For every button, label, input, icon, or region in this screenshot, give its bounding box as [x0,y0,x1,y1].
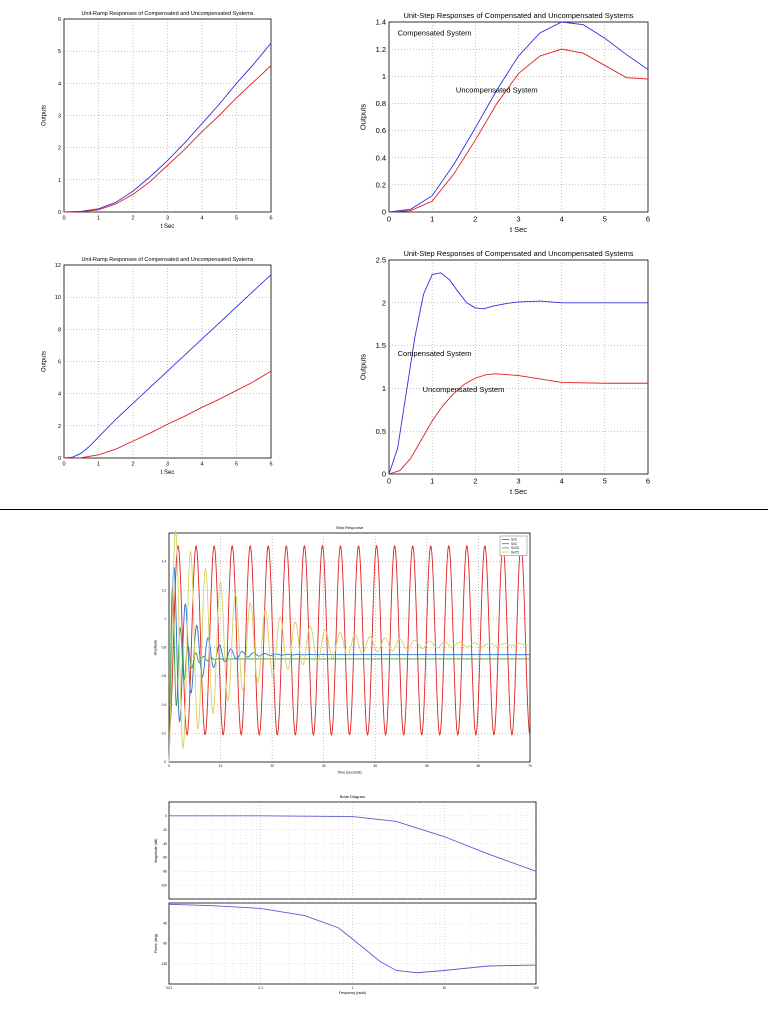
plot-area [389,260,648,474]
x-tick-label: 2 [131,461,135,468]
y-tick-label: 1.2 [375,44,386,54]
x-tick-label: 6 [645,476,651,486]
y-axis-label: Outputs [358,353,368,381]
x-tick-label: 0 [386,476,392,486]
x-tick-label: 4 [200,461,204,468]
phase-axis-label: Phase (deg) [154,933,158,954]
x-tick-label: 60 [476,764,481,769]
y-axis-label: Outputs [41,350,48,373]
x-tick-label: 1 [430,476,435,486]
x-tick-label: 3 [516,476,521,486]
x-tick-label: 3 [516,214,521,224]
x-tick-label: 5 [602,476,607,486]
bode-chart [169,802,536,984]
x-tick-label: 0 [386,214,392,224]
x-tick-label: 1 [430,214,435,224]
annotation-label: Uncompensated System [455,85,538,95]
x-axis-label: t Sec [160,224,175,230]
y-tick-label: 1.5 [375,341,386,351]
chart-2 [389,22,648,212]
annotation-label: Uncompensated System [422,384,505,394]
x-tick-label: 4 [559,214,564,224]
annotation-label: Compensated System [397,28,472,38]
y-tick-label: 3 [57,113,61,120]
y-tick-label: 5 [57,49,61,56]
y-tick-label: 2.5 [375,255,386,265]
x-tick-label: 2 [131,215,135,222]
y-tick-label: 6 [57,16,61,23]
legend-label: SvC5 [511,550,519,555]
x-tick-label: 6 [269,215,273,222]
y-axis-label: Outputs [41,104,48,127]
x-tick-label: 10 [218,764,223,769]
y-axis-label: Outputs [358,103,368,131]
chart-title: Unit-Step Responses of Compensated and Uncompensated Systems [403,11,634,20]
y-tick-label: 0 [57,455,61,462]
chart-4 [389,260,648,474]
x-tick-label: 4 [559,476,564,486]
y-tick-label: 1 [381,71,386,81]
y-tick-label: 1 [57,177,61,184]
legend-label: SvC [511,537,518,542]
chart-5 [169,530,530,762]
x-tick-label: 100 [533,986,539,990]
y-tick-label: -60 [162,855,167,860]
y-tick-label: 0.4 [375,153,386,163]
x-tick-label: 6 [645,214,651,224]
y-tick-label: 0 [165,814,167,819]
y-tick-label: -100 [160,883,167,888]
x-tick-label: 5 [234,215,239,222]
plot-area [389,22,648,212]
chart-title: Unit-Ramp Responses of Compensated and Uncompensated Systems [81,11,254,17]
annotation-label: Compensated System [397,348,472,358]
x-tick-label: 1 [96,215,101,222]
x-axis-label: Frequency (rad/s) [338,991,367,995]
y-tick-label: 2 [57,145,61,152]
y-tick-label: -90 [162,941,167,946]
section-divider [0,509,768,510]
x-axis-label: t Sec [509,487,528,496]
chart-title: Unit-Ramp Responses of Compensated and Uncompensated Systems [81,257,254,263]
y-tick-label: -80 [162,869,167,874]
x-axis-label: t Sec [160,470,175,476]
y-tick-label: -45 [162,921,167,926]
y-tick-label: 0.2 [375,180,386,190]
y-tick-label: 0 [381,469,386,479]
x-tick-label: 0 [62,215,66,222]
chart-title: Step Response [335,525,364,530]
chart-title: Unit-Step Responses of Compensated and Uncompensated Systems [403,249,634,258]
y-tick-label: 0.5 [375,426,386,436]
chart-3 [64,265,271,458]
x-tick-label: 50 [425,764,429,769]
y-tick-label: 12 [54,262,61,269]
y-tick-label: -20 [162,827,167,832]
y-tick-label: 2 [381,298,386,308]
y-tick-label: 1.2 [161,588,166,593]
y-tick-label: 4 [57,81,61,88]
y-tick-label: 0.6 [375,126,386,136]
x-tick-label: 2 [473,214,478,224]
x-tick-label: 1 [96,461,101,468]
y-tick-label: -135 [160,961,167,966]
chart-title: Bode Diagram [339,794,366,799]
y-axis-label: Amplitude [153,639,158,656]
y-tick-label: 0.6 [161,674,166,679]
legend-label: SvC [511,541,518,546]
x-tick-label: 4 [200,215,204,222]
y-tick-label: 1.4 [161,559,166,564]
x-tick-label: 5 [234,461,239,468]
y-tick-label: 4 [57,391,61,398]
x-tick-label: 3 [165,461,170,468]
y-tick-label: 8 [57,327,61,334]
y-tick-label: 1 [164,616,166,621]
magnitude-axis-label: Magnitude (dB) [154,838,158,863]
x-tick-label: 40 [373,764,378,769]
x-tick-label: 1 [351,986,354,990]
x-tick-label: 5 [602,214,607,224]
y-tick-label: 0 [57,209,61,216]
x-tick-label: 20 [270,764,274,769]
x-tick-label: 6 [269,461,273,468]
x-tick-label: 10 [442,986,447,990]
y-tick-label: 0.8 [375,99,386,109]
x-tick-label: 0 [168,764,170,769]
y-tick-label: 0.4 [161,702,166,707]
y-tick-label: 1.4 [375,17,386,27]
x-tick-label: 2 [473,476,478,486]
x-tick-label: 0.1 [258,986,263,990]
y-tick-label: 0.2 [161,731,166,736]
x-tick-label: 3 [165,215,170,222]
y-tick-label: 2 [57,423,61,430]
y-tick-label: 1 [381,384,386,394]
x-tick-label: 0.01 [165,986,173,990]
legend-label: SvC5 [511,546,519,551]
x-tick-label: 0 [62,461,66,468]
x-tick-label: 70 [528,764,532,769]
y-tick-label: -40 [162,841,167,846]
chart-1 [64,19,271,212]
y-tick-label: 6 [57,359,61,366]
y-tick-label: 10 [54,295,61,302]
y-tick-label: 0.8 [161,645,166,650]
y-tick-label: 0 [381,207,386,217]
y-tick-label: 0 [164,760,166,765]
x-axis-label: t Sec [509,225,528,234]
x-axis-label: Time (seconds) [337,770,362,775]
x-tick-label: 30 [321,764,326,769]
